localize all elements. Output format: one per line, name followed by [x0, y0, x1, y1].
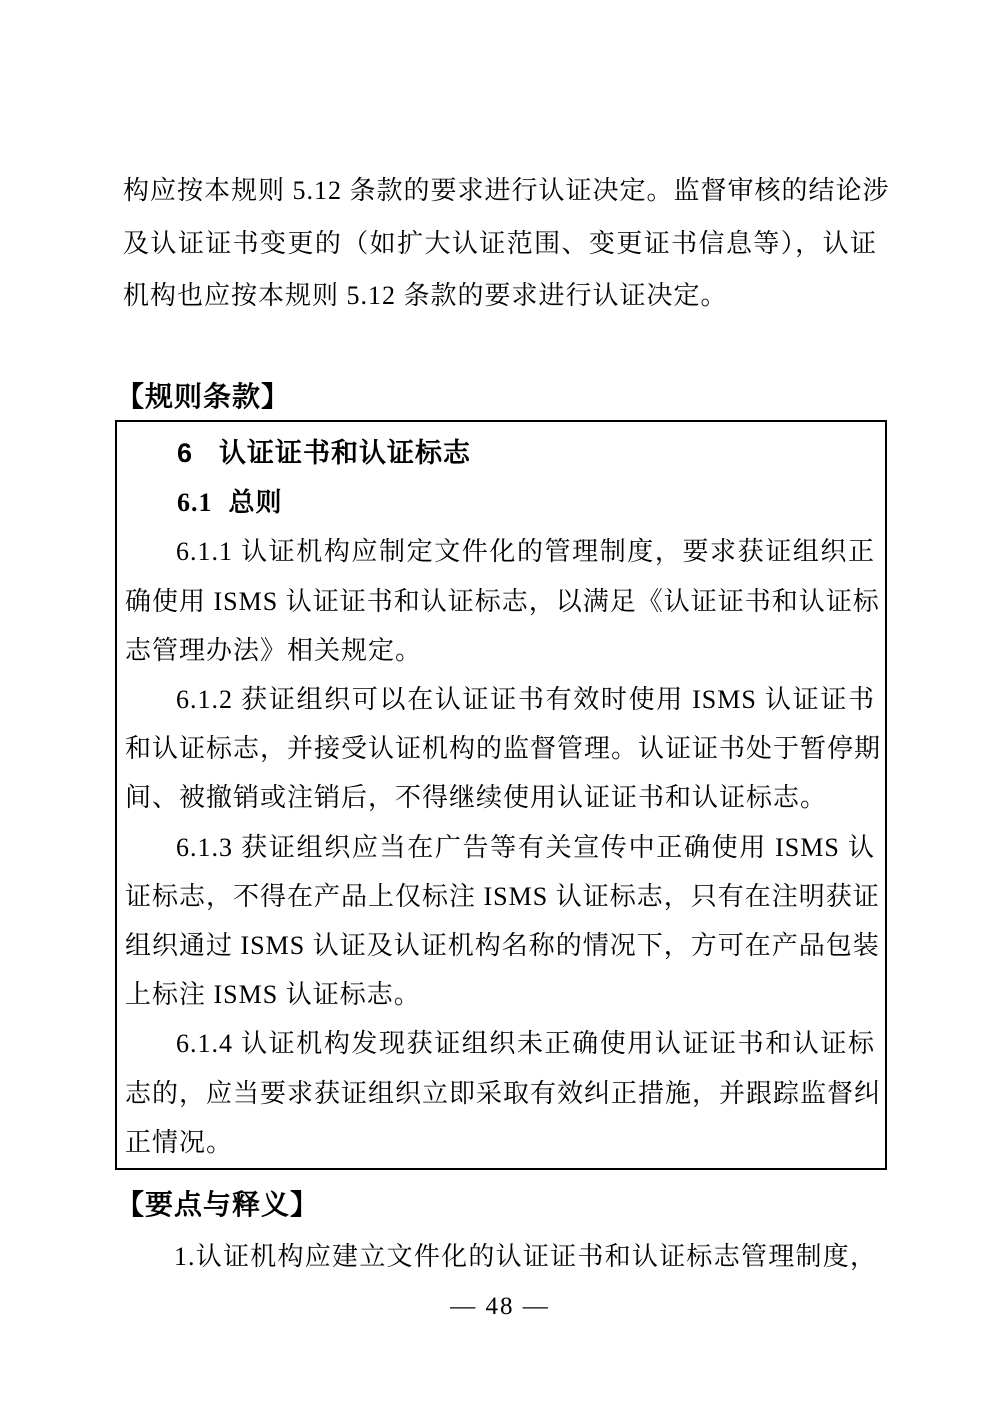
text-line: 间、被撤销或注销后，不得继续使用认证证书和认证标志。: [125, 783, 828, 813]
text-line: 及认证证书变更的（如扩大认证范围、变更证书信息等），认证: [123, 228, 877, 258]
subsection-title: 总则: [228, 488, 283, 518]
intro-paragraph: [123, 165, 890, 323]
clause-6-1-3: [125, 823, 880, 1020]
rule-section-header: 【规则条款】: [116, 381, 291, 412]
text-line: 组织通过 ISMS 认证及认证机构名称的情况下，方可在产品包装: [125, 931, 880, 961]
text-line: 6.1.2 获证组织可以在认证证书有效时使用 ISMS 认证证书: [176, 685, 875, 715]
chapter-number: 6: [177, 438, 194, 468]
clause-6-1-2: [125, 675, 882, 823]
text-line: 6.1.1 认证机构应制定文件化的管理制度，要求获证组织正: [176, 537, 875, 567]
notes-section-header: 【要点与释义】: [116, 1189, 320, 1220]
text-line: 志管理办法》相关规定。: [125, 635, 423, 665]
text-line: 构应按本规则 5.12 条款的要求进行认证决定。监督审核的结论涉: [123, 176, 890, 205]
page-number: — 48 —: [450, 1293, 550, 1320]
clause-6-1-1: [125, 527, 880, 675]
text-line: 确使用 ISMS 认证证书和认证标志，以满足《认证证书和认证标: [125, 586, 880, 616]
text-line: 6.1.4 认证机构发现获证组织未正确使用认证证书和认证标: [176, 1029, 875, 1059]
clause-6-1-4: [125, 1019, 882, 1167]
subsection-heading: [125, 478, 875, 527]
text-line: 1.认证机构应建立文件化的认证证书和认证标志管理制度，: [174, 1242, 877, 1271]
rule-clause-box: [115, 420, 887, 1170]
text-line: 正情况。: [125, 1127, 234, 1157]
text-line: 志的，应当要求获证组织立即采取有效纠正措施，并跟踪监督纠: [125, 1078, 882, 1108]
chapter-heading: [125, 429, 875, 478]
text-line: 上标注 ISMS 认证标志。: [125, 980, 421, 1010]
text-line: 证标志，不得在产品上仅标注 ISMS 认证标志，只有在注明获证: [125, 881, 880, 911]
subsection-number: 6.1: [177, 488, 213, 518]
text-line: 6.1.3 获证组织应当在广告等有关宣传中正确使用 ISMS 认: [176, 832, 875, 862]
text-line: 机构也应按本规则 5.12 条款的要求进行认证决定。: [123, 281, 728, 310]
text-line: 和认证标志，并接受认证机构的监督管理。认证证书处于暂停期: [125, 734, 882, 764]
notes-paragraph: [123, 1231, 877, 1283]
chapter-title: 认证证书和认证标志: [219, 438, 472, 468]
